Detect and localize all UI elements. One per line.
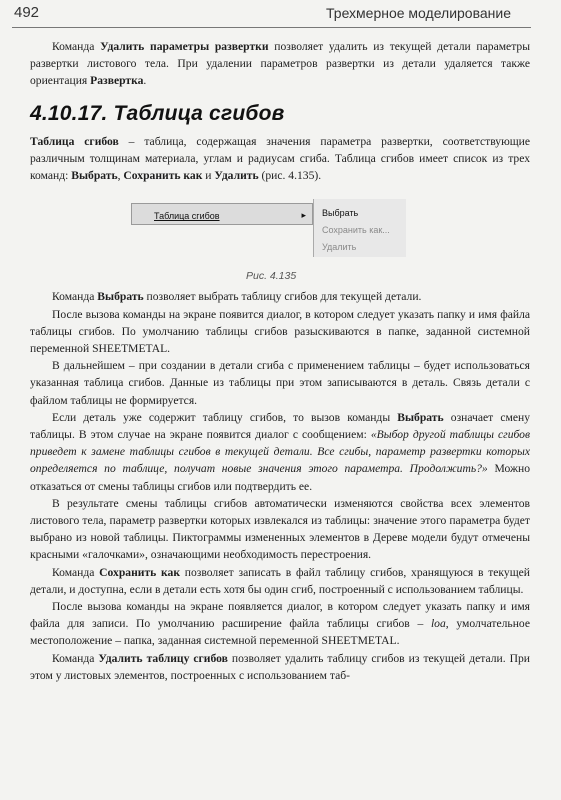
definition-text-2: , [117, 169, 124, 183]
p8-text-2: позволяет удалить таблицу сгибов из текущей детали. При этом у листовых элементов, построенных с использованием таб- [30, 651, 530, 682]
p6-text-1: Команда [52, 565, 100, 579]
running-title: Трехмерное моделирование [326, 5, 511, 21]
p1-text-1: Команда [52, 290, 98, 304]
submenu-item-save-as[interactable]: Сохранить как... [322, 225, 390, 236]
submenu-item-select[interactable]: Выбрать [322, 208, 359, 219]
definition-cmd-select: Выбрать [71, 169, 118, 183]
definition-cmd-save: Сохранить как [123, 169, 203, 183]
page-header [0, 0, 561, 30]
p6-text-2: позволяет записать в файл таблицу сгибов, хранящуюся в текущей детали, и доступна, если в детали есть хотя бы один сгиб, построенный с использованием таблицы. [30, 565, 530, 596]
submenu [313, 199, 406, 257]
intro-orientation-name: Развертка [90, 74, 144, 88]
paragraph-dialog: После вызова команды на экране появится диалог, в котором следует указать папку и имя файла таблицы сгибов. По умолчанию таблицы сгибов разыскиваются в папке, заданной системной переменной SHEETMETAL. [30, 307, 530, 356]
p4-text-1: Если деталь уже содержит таблицу сгибов, то вызов команды [52, 410, 398, 424]
intro-text-2: позволяет удалить из текущей детали параметры развертки листового тела. При удалении параметров развертки из детали удаляется также ориентация [30, 40, 530, 88]
definition-cmd-delete: Удалить [214, 169, 259, 183]
p8-command: Удалить таблицу сгибов [98, 651, 228, 665]
definition-text-1: – таблица, содержащая значения параметра развертки, соответствующие различным толщинам материала, углам и радиусам сгиба. Таблица сгибов имеет список из трех команд: [30, 134, 531, 183]
intro-text-1: Команда [52, 40, 101, 53]
paragraph-delete [30, 650, 530, 684]
intro-text-3: . [143, 74, 147, 88]
menu-item-label: Таблица сгибов [154, 211, 220, 222]
definition-text-3: и [202, 169, 215, 183]
paragraph-result: В результате смены таблицы сгибов автоматически изменяются свойства всех элементов листового тела, параметр развертки которых извлекался из таблицы: значение этого параметра будет выбрано из новой таблицы. Пиктограммы измененных элементов в Дереве модели будут отмечены красными «галочками», означающими необходимость перестроения. [30, 496, 530, 562]
header-rule [12, 27, 531, 28]
page-number: 492 [14, 4, 40, 21]
intro-command-name: Удалить параметры развертки [100, 40, 269, 53]
definition-term: Таблица сгибов [30, 134, 119, 148]
p7-text-1: После вызова команды на экране появляется диалог, в котором следует указать папку и имя файла для записи. По умолчанию расширение файла таблицы сгибов – [30, 600, 530, 631]
section-heading: 4.10.17. Таблица сгибов [30, 101, 285, 125]
intro-paragraph [30, 38, 530, 90]
paragraph-later: В дальнейшем – при создании в детали сгиба с применением таблицы – будет использоваться указанная таблица сгибов. Данные из таблицы при этом записываются в деталь. Связь детали с файлом таблицы не формируется. [30, 359, 530, 407]
submenu-arrow-icon: ▸ [301, 210, 306, 221]
p7-text-2: , умолчательное местоположение – папка, заданная системной переменной SHEETMETAL. [30, 617, 530, 648]
menu-item-bend-table[interactable] [131, 203, 313, 225]
paragraph-save-as [30, 564, 530, 598]
paragraph-change-table [30, 409, 530, 495]
figure-4-135 [30, 198, 530, 288]
p1-command: Выбрать [97, 290, 144, 304]
p1-text-2: позволяет выбрать таблицу сгибов для текущей детали. [143, 290, 422, 304]
p8-text-1: Команда [52, 651, 99, 665]
figure-caption: Рис. 4.135 [246, 270, 297, 283]
page-content [30, 38, 530, 684]
p4-text-2: означает смену таблицы. В этом случае на экране появится диалог с сообщением: [30, 410, 530, 442]
definition-paragraph [30, 133, 530, 185]
definition-text-4: (рис. 4.135). [258, 169, 322, 183]
submenu-item-delete[interactable]: Удалить [322, 242, 357, 253]
p6-command: Сохранить как [99, 565, 181, 579]
p4-message: «Выбор другой таблицы сгибов приведет к замене таблицы сгибов в текущей детали. Все сгибы, параметр развертки которых определяется по таблице, получат новые значения этого параметра. Продолжить?» [30, 428, 531, 476]
paragraph-save-dialog [30, 598, 530, 650]
paragraph-select [30, 288, 530, 305]
p7-extension: loa [430, 617, 446, 631]
p4-text-3: Можно отказаться от смены таблицы сгибов или подтвердить ее. [30, 462, 530, 493]
p4-command: Выбрать [397, 410, 444, 424]
menu-screenshot [131, 198, 390, 255]
